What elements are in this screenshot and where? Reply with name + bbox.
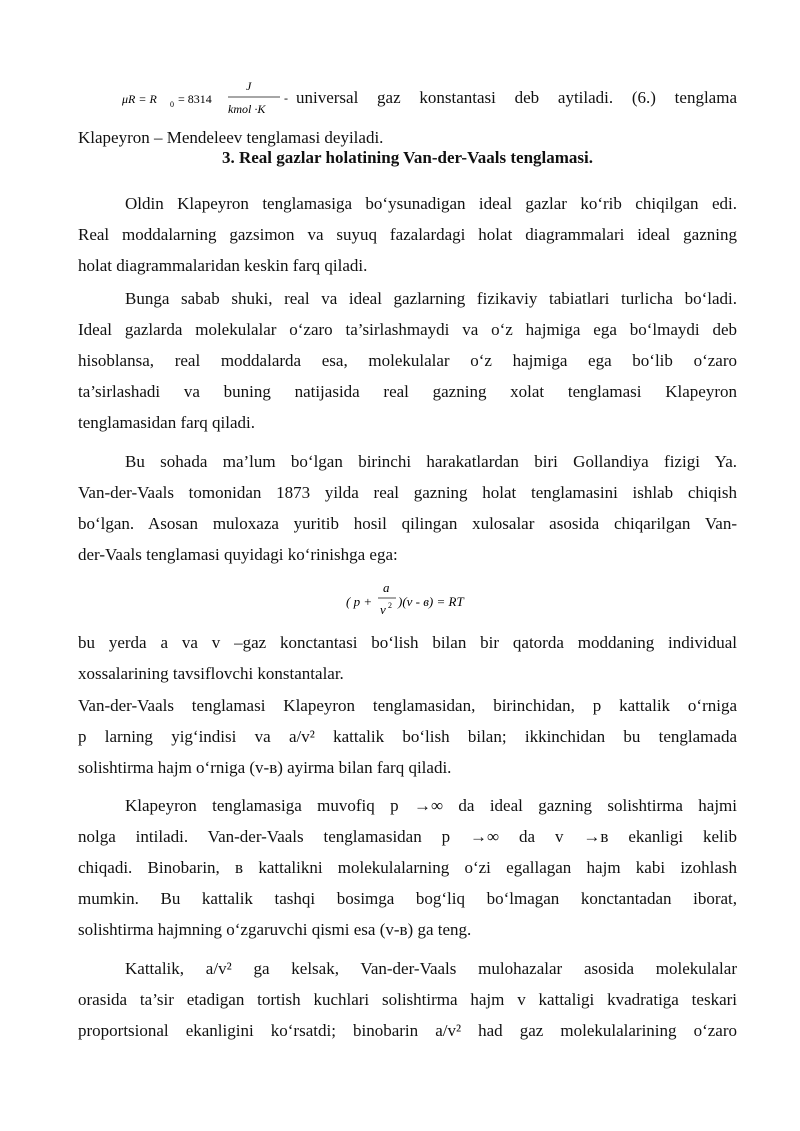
section-heading: 3. Real gazlar holatining Van-der-Vaals tenglamasi. xyxy=(221,148,594,167)
vdw-numerator: a xyxy=(383,580,390,595)
text-line: orasida ta’sir etadigan tortish kuchlari solishtirma hajm v kattaligi kvadratiga teskari xyxy=(78,990,737,1009)
text-line: solishtirma hajm o‘rniga (v-в) ayirma bilan farq qiladi. xyxy=(78,758,452,777)
text-line: tenglamasidan farq qiladi. xyxy=(78,413,256,432)
text-line: p larning yig‘indisi va a/v² kattalik bo‘lish bilan; ikkinchidan bu tenglamada xyxy=(78,727,737,746)
paragraph-7 xyxy=(78,953,737,1046)
text-line: xossalarining tavsiflovchi konstantalar. xyxy=(78,664,344,683)
text-line: der-Vaals tenglamasi quyidagi ko‘rinishga ega: xyxy=(78,545,398,564)
text-line: ta’sirlashadi va buning natijasida real gazning xolat tenglamasi Klapeyron xyxy=(78,382,737,401)
vdw-rest: )(v - в) = RT xyxy=(398,594,464,609)
text-line: Van-der-Vaals tomonidan 1873 yilda real gazning holat tenglamasini ishlab chiqish xyxy=(78,483,737,502)
vdw-denominator: v xyxy=(380,602,386,617)
text-line: Bu sohada ma’lum bo‘lgan birinchi harakatlardan biri Gollandiya fizigi Ya. xyxy=(125,452,737,471)
paragraph-5 xyxy=(78,690,737,783)
unit-numerator: J xyxy=(246,80,252,93)
vdw-denominator-exponent: 2 xyxy=(388,601,392,610)
text-line: Van-der-Vaals tenglamasi Klapeyron tenglamasidan, birinchidan, p kattalik o‘rniga xyxy=(78,696,737,715)
text-line: nolga intiladi. Van-der-Vaals tenglamasidan p →∞ da v →в ekanligi kelib xyxy=(78,827,737,846)
van-der-waals-equation xyxy=(0,580,800,620)
text-line: mumkin. Bu kattalik tashqi bosimga bog‘liq bo‘lmagan konctantadan iborat, xyxy=(78,889,737,908)
dash: - xyxy=(284,91,288,105)
text-line: bu yerda a va v –gaz konctantasi bo‘lish bilan bir qatorda moddaning individual xyxy=(78,633,737,652)
text-line: Real moddalarning gazsimon va suyuq fazalardagi holat diagrammalari ideal gazning xyxy=(78,225,737,244)
text-line: Klapeyron – Mendeleev tenglamasi deyiladi. xyxy=(78,128,384,147)
text-line: solishtirma hajmning o‘zgaruvchi qismi esa (v-в) ga teng. xyxy=(78,920,472,939)
value-text: = 8314 xyxy=(178,92,212,106)
vdw-equation-svg xyxy=(0,580,800,620)
formula-tail-text: universal gaz konstantasi deb aytiladi. (6.) tenglama xyxy=(296,88,737,107)
text-line: holat diagrammalaridan keskin farq qiladi. xyxy=(78,256,368,275)
paragraph-6 xyxy=(78,790,737,945)
vdw-open: ( p + xyxy=(346,594,373,609)
paragraph-3 xyxy=(78,446,737,570)
paragraph-4 xyxy=(78,627,737,689)
paragraph-2 xyxy=(78,283,737,438)
gas-constant-formula xyxy=(122,80,737,116)
text-line: bo‘lgan. Asosan muloxaza yuritib hosil qilingan xulosalar asosida chiqarilgan Van- xyxy=(78,514,737,533)
text-line: hisoblansa, real moddalarda esa, molekulalar o‘z hajmiga ega bo‘lib o‘zaro xyxy=(78,351,737,370)
text-line: Ideal gazlarda molekulalar o‘zaro ta’sirlashmaydi va o‘z hajmiga ega bo‘lmaydi deb xyxy=(78,320,737,339)
unit-denominator: kmol ·K xyxy=(228,102,266,116)
sub-zero: 0 xyxy=(170,100,174,109)
paragraph-1 xyxy=(78,188,737,281)
text-line: chiqadi. Binobarin, в kattalikni molekulalarning o‘zi egallagan hajm kabi izohlash xyxy=(78,858,737,877)
text-line: Bunga sabab shuki, real va ideal gazlarning fizikaviy tabiatlari turlicha bo‘ladi. xyxy=(125,289,737,308)
text-line: Oldin Klapeyron tenglamasiga bo‘ysunadigan ideal gazlar ko‘rib chiqilgan edi. xyxy=(125,194,737,213)
text-line: Kattalik, a/v² ga kelsak, Van-der-Vaals mulohazalar asosida molekulalar xyxy=(125,959,737,978)
text-line: Klapeyron tenglamasiga muvofiq p →∞ da ideal gazning solishtirma hajmi xyxy=(125,796,737,815)
lhs-text: μR = R xyxy=(122,92,157,106)
text-line: proportsional ekanligini ko‘rsatdi; binobarin a/v² had gaz molekulalarining o‘zaro xyxy=(78,1021,737,1040)
gas-constant-equation xyxy=(122,80,292,116)
